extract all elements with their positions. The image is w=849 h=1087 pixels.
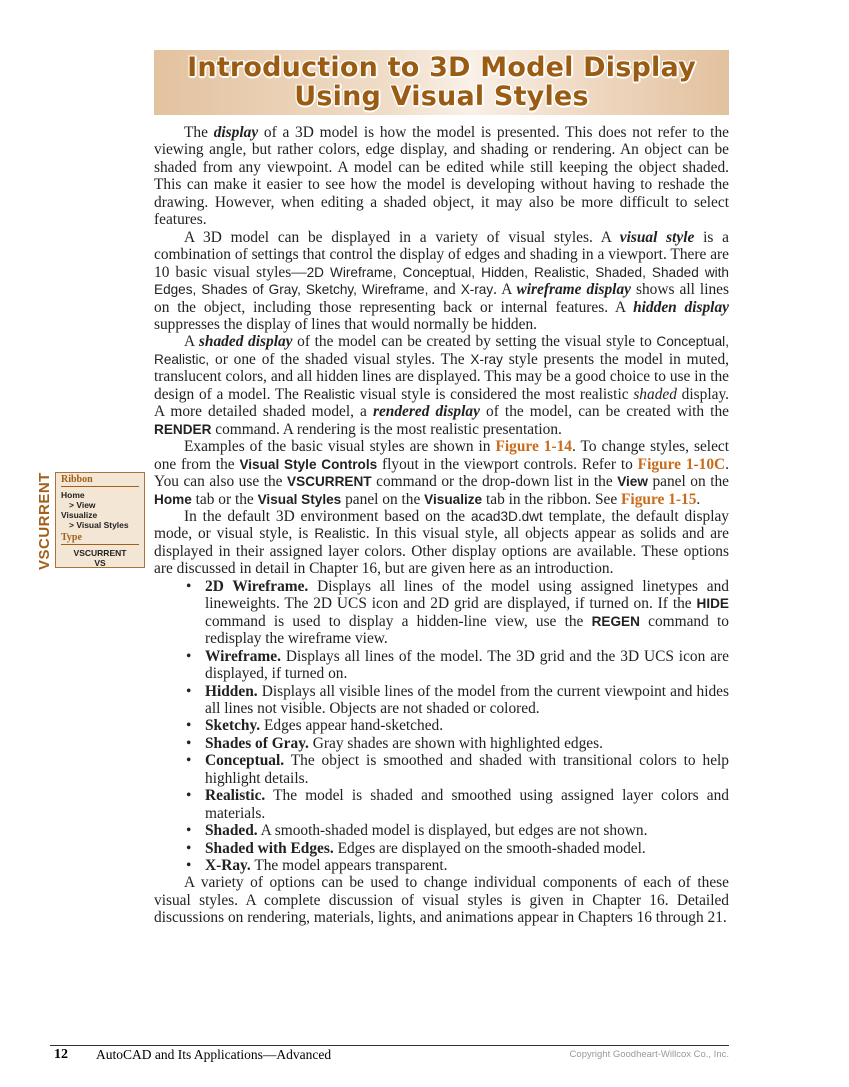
list-item bbox=[154, 840, 729, 857]
copyright: Copyright Goodheart-Willcox Co., Inc. bbox=[569, 1049, 729, 1060]
text-run: suppresses the display of lines that would normally be hidden. bbox=[154, 315, 537, 333]
paragraph bbox=[154, 333, 729, 438]
list-item bbox=[154, 857, 729, 874]
text-run: Shaded. bbox=[205, 822, 258, 840]
paragraph bbox=[154, 124, 729, 229]
text-run: shaded bbox=[633, 385, 677, 403]
text-run: Displays all lines of the model. The 3D grid and the 3D UCS icon are displayed, if turned on. bbox=[205, 647, 729, 683]
list-item bbox=[154, 578, 729, 648]
list-item bbox=[154, 752, 729, 787]
text-run: flyout in the viewport controls. Refer to bbox=[377, 455, 638, 473]
text-run: Conceptual. bbox=[205, 752, 285, 770]
text-run: Visualize bbox=[424, 491, 483, 507]
text-run: A variety of options can be used to change individual components of each of these visual styles. A complete discussion of visual styles is given in Chapter 16. Detailed discussions on rendering, materials, lights, and animations appear in Chapters 16 through 21. bbox=[154, 874, 729, 927]
figure-link[interactable]: Figure 1-10C bbox=[637, 455, 726, 473]
text-run: Shades of Gray. bbox=[205, 734, 309, 752]
list-item bbox=[154, 683, 729, 718]
book-title: AutoCAD and Its Applications—Advanced bbox=[96, 1047, 332, 1062]
text-run: tab in the ribbon. See bbox=[482, 490, 622, 508]
text-run: 2D Wireframe. bbox=[205, 577, 309, 595]
text-run: wireframe display bbox=[516, 281, 631, 299]
command-margin-label: VSCURRENT bbox=[36, 472, 53, 570]
page-number: 12 bbox=[54, 1047, 68, 1062]
figure-link[interactable]: Figure 1-14 bbox=[495, 438, 572, 456]
text-run: The model appears transparent. bbox=[250, 857, 448, 875]
list-item bbox=[154, 717, 729, 734]
text-run: View bbox=[617, 474, 648, 490]
text-run: VSCURRENT bbox=[287, 474, 372, 490]
text-run: command. A rendering is the most realistic presentation. bbox=[211, 420, 562, 438]
text-run: 2D Wireframe, Conceptual, Hidden, Realistic, Shaded, Shaded with Edges, Shades of Gray, Sketchy, Wireframe, bbox=[154, 264, 729, 298]
text-run: The model is shaded and smoothed using assigned layer colors and materials. bbox=[205, 787, 729, 822]
type-item: VSCURRENT bbox=[73, 548, 127, 558]
text-run: . To change styles, select one from the bbox=[154, 438, 730, 473]
text-run: panel on the bbox=[647, 473, 729, 491]
text-run: Edges are displayed on the smooth-shaded model. bbox=[333, 839, 646, 857]
text-run: of the model, can be created with the bbox=[479, 403, 729, 421]
text-run: X-ray bbox=[470, 351, 503, 367]
text-run: Wireframe. bbox=[205, 647, 281, 665]
type-heading: Type bbox=[61, 533, 139, 545]
intro-paragraphs bbox=[154, 124, 729, 578]
text-run: command or the drop-down list in the bbox=[371, 473, 618, 491]
ribbon-heading: Ribbon bbox=[61, 475, 139, 487]
text-run: shows all lines on the object, including those representing back or internal features. A bbox=[154, 281, 729, 316]
text-run: visual style is considered the most realistic bbox=[355, 385, 634, 403]
text-run: display bbox=[213, 124, 259, 141]
list-item bbox=[154, 787, 729, 822]
text-run: In the default 3D environment based on the bbox=[184, 507, 471, 525]
text-run: of a 3D model is how the model is presented. This does not refer to the viewing angle, but rather colors, edge display, and shading or rendering. An object can be shaded from any viewpoint. A model can be edited while still keeping the object shaded. This can make it easier to see how the model is developing without having to reshade the drawing. However, when editing a shaded object, it may also be more difficult to select features. bbox=[154, 124, 729, 229]
text-run: tab or the bbox=[191, 490, 258, 508]
command-access-box bbox=[55, 472, 145, 568]
text-run: and bbox=[428, 281, 461, 299]
closing-paragraph bbox=[154, 874, 729, 926]
paragraph bbox=[154, 438, 729, 508]
text-run: A 3D model can be displayed in a variety of visual styles. A bbox=[184, 228, 620, 246]
list-item bbox=[154, 735, 729, 752]
text-run: or one of the shaded visual styles. The bbox=[209, 350, 471, 368]
visual-style-list bbox=[154, 578, 729, 875]
text-run: Displays all visible lines of the model from the current viewpoint and hides all lines not visible. Objects are not shaded or colored. bbox=[205, 682, 729, 717]
text-run: shaded display bbox=[198, 333, 293, 351]
text-run: Realistic. bbox=[205, 787, 266, 805]
text-run: command to redisplay the wireframe view. bbox=[205, 612, 729, 648]
text-run: RENDER bbox=[154, 421, 212, 437]
text-run: REGEN bbox=[591, 613, 640, 629]
section-title-line1: Introduction to 3D Model Display bbox=[187, 52, 696, 83]
text-run: The object is smoothed and shaded with transitional colors to help highlight details. bbox=[205, 752, 729, 787]
paragraph bbox=[154, 229, 729, 334]
text-run: Gray shades are shown with highlighted edges. bbox=[308, 734, 603, 752]
list-item bbox=[154, 822, 729, 839]
text-run: Examples of the basic visual styles are shown in bbox=[184, 438, 496, 456]
text-run: style presents the model in muted, translucent colors, and all hidden lines are displayed. This may be a good choice to use in the design of a model. The bbox=[154, 350, 729, 403]
paragraph bbox=[154, 874, 729, 926]
text-run: Conceptual, Realistic, bbox=[154, 334, 729, 367]
text-run: command is used to display a hidden-line view, use the bbox=[205, 612, 592, 630]
section-title-banner bbox=[154, 50, 729, 115]
text-run: Realistic bbox=[314, 526, 366, 542]
text-run: Shaded with Edges. bbox=[205, 839, 334, 857]
text-run: X-Ray. bbox=[205, 857, 251, 875]
footer-rule bbox=[50, 1045, 729, 1046]
body-text bbox=[154, 124, 729, 927]
text-run: . A bbox=[493, 281, 517, 299]
ribbon-item: > View bbox=[69, 500, 96, 510]
text-run: of the model can be created by setting the visual style to bbox=[292, 333, 657, 351]
text-run: hidden display bbox=[633, 298, 729, 316]
text-run: The bbox=[184, 124, 214, 141]
ribbon-item: Home bbox=[61, 490, 85, 500]
ribbon-item: > Visual Styles bbox=[69, 520, 129, 530]
type-item: VS bbox=[94, 558, 106, 568]
text-run: panel on the bbox=[341, 490, 425, 508]
text-run: A smooth-shaded model is displayed, but edges are not shown. bbox=[257, 822, 648, 840]
text-run: Edges appear hand-sketched. bbox=[260, 717, 444, 735]
text-run: . You can also use the bbox=[154, 455, 730, 491]
text-run: Home bbox=[154, 491, 192, 507]
text-run: display. A more detailed shaded model, a bbox=[154, 385, 729, 421]
text-run: . In this visual style, all objects appear as solids and are displayed in their assigned layer colors. Other display options are available. These options are discussed in detail in Chapter 16, but are given here as an introduction. bbox=[154, 525, 729, 578]
text-run: X-ray bbox=[460, 282, 494, 298]
text-run: A bbox=[184, 333, 199, 351]
text-run: Sketchy. bbox=[205, 717, 261, 735]
ribbon-item: Visualize bbox=[61, 510, 98, 520]
paragraph bbox=[154, 508, 729, 578]
text-run: Visual Styles bbox=[257, 491, 342, 507]
text-run: Displays all lines of the model using assigned linetypes and lineweights. The 2D UCS icon and 2D grid are displayed, if turned on. If the bbox=[205, 577, 729, 613]
text-run: Hidden. bbox=[205, 682, 258, 700]
text-run: Visual Style Controls bbox=[239, 456, 378, 472]
text-run: acad3D.dwt bbox=[470, 508, 543, 524]
text-run: HIDE bbox=[696, 596, 729, 612]
list-item bbox=[154, 648, 729, 683]
text-run: template, the default display mode, or visual style, is bbox=[154, 507, 730, 543]
text-run: Realistic bbox=[303, 386, 355, 402]
figure-link[interactable]: Figure 1-15 bbox=[621, 490, 697, 508]
text-run: visual style bbox=[619, 228, 695, 246]
text-run: rendered display bbox=[372, 403, 480, 421]
section-title-line2: Using Visual Styles bbox=[294, 81, 589, 112]
text-run: is a combination of settings that control the display of edges and shading in a viewport. There are 10 basic visual styles— bbox=[154, 228, 729, 281]
text-run: . bbox=[696, 490, 701, 508]
